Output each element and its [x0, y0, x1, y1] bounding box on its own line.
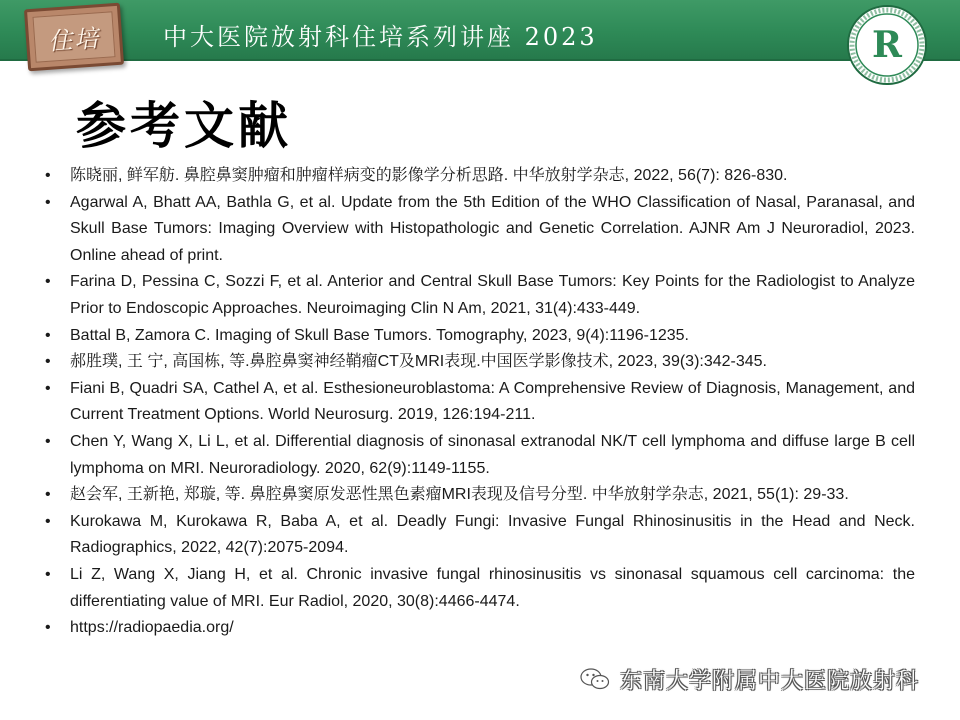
reference-item [45, 190, 915, 270]
reference-text: Li Z, Wang X, Jiang H, et al. Chronic invasive fungal rhinosinusitis vs sinonasal squamous cell carcinoma: the differentiating value of MRI. Eur Radiol, 2020, 30(8):4466-4474. [70, 565, 915, 610]
reference-item [45, 429, 915, 482]
bullet-point: • [45, 353, 51, 371]
wechat-watermark [580, 664, 919, 694]
watermark-text: 东南大学附属中大医院放射科 [620, 667, 920, 693]
header-banner [0, 0, 960, 66]
reference-item [45, 509, 915, 562]
reference-text: https://radiopaedia.org/ [70, 619, 234, 637]
bullet-point: • [45, 193, 51, 211]
reference-text: 郝胜璞, 王 宁, 高国栋, 等.鼻腔鼻窦神经鞘瘤CT及MRI表现.中国医学影像技术, 2023, 39(3):342-345. [70, 353, 768, 371]
page-title: 参考文献 [76, 97, 292, 155]
residency-badge [24, 3, 124, 72]
bullet-point: • [45, 326, 51, 344]
reference-item [45, 269, 915, 322]
bullet-point: • [45, 167, 51, 184]
reference-text: 赵会军, 王新艳, 郑璇, 等. 鼻腔鼻窦原发恶性黑色素瘤MRI表现及信号分型. 中华放射学杂志, 2021, 55(1): 29-33. [70, 486, 849, 504]
reference-text: Farina D, Pessina C, Sozzi F, et al. Anterior and Central Skull Base Tumors: Key Points for the Radiologist to Analyze Prior to Endoscopic Approaches. Neuroimaging Clin N Am, 2021, 31(4):433-449. [70, 273, 915, 317]
bullet-point: • [45, 273, 51, 291]
reference-item [45, 163, 915, 190]
bullet-point: • [45, 619, 51, 637]
reference-text: Fiani B, Quadri SA, Cathel A, et al. Esthesioneuroblastoma: A Comprehensive Review of Diagnosis, Management, and Current Treatment Options. World Neurosurg. 2019, 126:194-211. [70, 379, 915, 424]
reference-text: Chen Y, Wang X, Li L, et al. Differential diagnosis of sinonasal extranodal NK/T cell lymphoma and diffuse large B cell lymphoma on MRI. Neuroradiology. 2020, 62(9):1149-1155. [70, 432, 915, 477]
reference-item [45, 323, 915, 350]
header-title: 中大医院放射科住培系列讲座 2023 [163, 23, 598, 51]
reference-item [45, 349, 915, 376]
reference-item [45, 615, 915, 642]
reference-text: Battal B, Zamora C. Imaging of Skull Base Tumors. Tomography, 2023, 9(4):1196-1235. [70, 326, 689, 344]
reference-item [45, 376, 915, 429]
radiology-department-logo [846, 4, 928, 86]
wechat-icon [580, 667, 610, 691]
reference-item [45, 482, 915, 509]
bullet-point: • [45, 379, 51, 397]
bullet-point: • [45, 486, 51, 504]
reference-text: 陈晓丽, 鲜军舫. 鼻腔鼻窦肿瘤和肿瘤样病变的影像学分析思路. 中华放射学杂志, 2022, 56(7): 826-830. [70, 167, 788, 184]
badge-text: 住培 [32, 11, 115, 62]
reference-item [45, 562, 915, 615]
bullet-point: • [45, 512, 51, 530]
reference-text: Kurokawa M, Kurokawa R, Baba A, et al. Deadly Fungi: Invasive Fungal Rhinosinusitis in the Head and Neck. Radiographics, 2022, 42(7):2075-2094. [70, 512, 915, 557]
logo-letter: R [872, 24, 902, 66]
reference-list [45, 163, 915, 642]
bullet-point: • [45, 432, 51, 450]
reference-text: Agarwal A, Bhatt AA, Bathla G, et al. Update from the 5th Edition of the WHO Classification of Nasal, Paranasal, and Skull Base Tumors: Imaging Overview with Histopathologic and Genetic Correlation. AJNR Am J Neuroradiol, 2023. Online ahead of print. [70, 193, 915, 264]
bullet-point: • [45, 565, 51, 583]
